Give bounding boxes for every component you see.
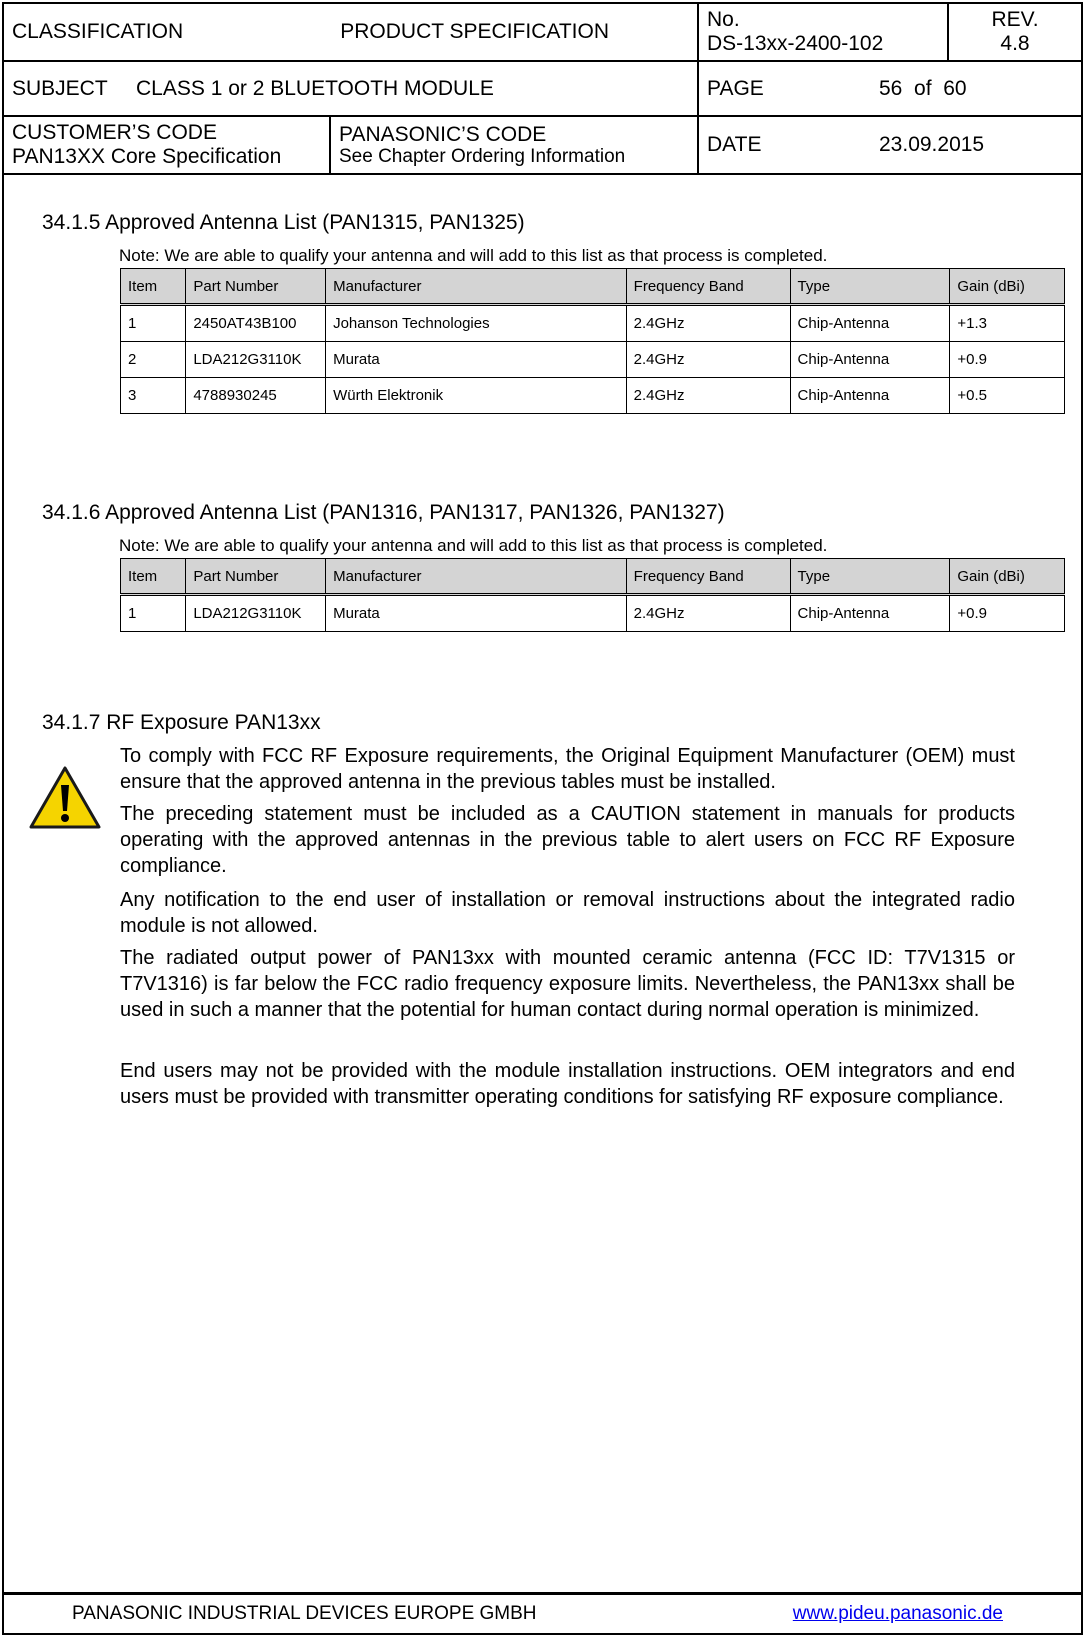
revision-value: 4.8 xyxy=(1000,32,1030,55)
panasonic-code-cell xyxy=(330,116,698,174)
table-cell: 2.4GHz xyxy=(626,378,790,414)
table-cell: 2.4GHz xyxy=(626,305,790,342)
column-header: Gain (dBi) xyxy=(950,269,1065,305)
revision-cell xyxy=(948,4,1081,61)
table-cell: LDA212G3110K xyxy=(186,595,326,632)
table-cell: 1 xyxy=(121,305,186,342)
date-value: 23.09.2015 xyxy=(879,133,985,157)
column-header: Gain (dBi) xyxy=(950,559,1065,595)
subject-label: SUBJECT xyxy=(12,76,108,100)
table-cell: 2 xyxy=(121,342,186,378)
warning-icon xyxy=(28,765,102,831)
column-header: Manufacturer xyxy=(326,559,627,595)
column-header: Manufacturer xyxy=(326,269,627,305)
page-value: 56 of 60 xyxy=(879,76,967,100)
table-cell: 1 xyxy=(121,595,186,632)
subject-value: CLASS 1 or 2 BLUETOOTH MODULE xyxy=(136,76,494,100)
table-cell: +1.3 xyxy=(950,305,1065,342)
table-row xyxy=(121,378,1065,414)
date-label: DATE xyxy=(707,133,762,157)
doc-number-cell xyxy=(698,4,948,61)
antenna-table-pan1316 xyxy=(120,558,1065,632)
revision-label: REV. xyxy=(991,8,1039,32)
table-cell: Chip-Antenna xyxy=(790,342,950,378)
section-title: Approved Antenna List (PAN1316, PAN1317, PAN1326, PAN1327) xyxy=(105,501,725,524)
doc-number-label: No. xyxy=(707,8,740,32)
subject-cell xyxy=(4,61,698,116)
doc-number-value: DS-13xx-2400-102 xyxy=(707,32,884,55)
rf-paragraph: End users may not be provided with the module installation instructions. OEM integrators and end users must be provided with transmitter operating conditions for satisfying RF exposure compliance. xyxy=(120,1060,1015,1108)
column-header: Type xyxy=(790,559,950,595)
page-cell xyxy=(698,61,1081,116)
table-row xyxy=(121,305,1065,342)
table-cell: Würth Elektronik xyxy=(326,378,627,414)
column-header: Type xyxy=(790,269,950,305)
table-header-row xyxy=(121,269,1065,305)
document-header xyxy=(4,4,1081,175)
table-cell: +0.5 xyxy=(950,378,1065,414)
footer-website-link[interactable]: www.pideu.panasonic.de xyxy=(792,1603,1003,1624)
section-title: RF Exposure PAN13xx xyxy=(106,711,321,734)
table-cell: 4788930245 xyxy=(186,378,326,414)
section-heading xyxy=(42,711,321,735)
section-note: Note: We are able to qualify your antenna and will add to this list as that process is completed. xyxy=(119,536,828,555)
classification-cell xyxy=(4,4,698,61)
antenna-table-pan1315 xyxy=(120,268,1065,414)
table-cell: Murata xyxy=(326,342,627,378)
column-header: Part Number xyxy=(186,269,326,305)
table-cell: 2.4GHz xyxy=(626,595,790,632)
table-cell: Johanson Technologies xyxy=(326,305,627,342)
table-cell: LDA212G3110K xyxy=(186,342,326,378)
rf-paragraph: To comply with FCC RF Exposure requirements, the Original Equipment Manufacturer (OEM) must ensure that the approved antenna in the previous tables must be installed. xyxy=(120,745,1015,793)
panasonic-code-label: PANASONIC’S CODE xyxy=(339,122,547,146)
table-header-row xyxy=(121,559,1065,595)
rf-paragraph: The radiated output power of PAN13xx with mounted ceramic antenna (FCC ID: T7V1315 or T7V1316) is far below the FCC radio frequency exposure limits. Nevertheless, the PAN13xx shall be used in such a manner that the potential for human contact during normal operation is minimized. xyxy=(120,947,1015,1021)
column-header: Frequency Band xyxy=(626,269,790,305)
section-note: Note: We are able to qualify your antenna and will add to this list as that process is completed. xyxy=(119,246,828,265)
section-heading xyxy=(42,501,725,525)
table-cell: 2450AT43B100 xyxy=(186,305,326,342)
column-header: Item xyxy=(121,269,186,305)
customer-code-value: PAN13XX Core Specification xyxy=(12,145,282,168)
rf-paragraph: Any notification to the end user of installation or removal instructions about the integrated radio module is not allowed. xyxy=(120,889,1015,937)
table-row xyxy=(121,342,1065,378)
table-cell: 2.4GHz xyxy=(626,342,790,378)
table-row xyxy=(121,595,1065,632)
table-cell: Chip-Antenna xyxy=(790,595,950,632)
page-footer xyxy=(4,1592,1081,1633)
column-header: Item xyxy=(121,559,186,595)
footer-company: PANASONIC INDUSTRIAL DEVICES EUROPE GMBH xyxy=(72,1603,537,1624)
section-heading xyxy=(42,211,525,235)
column-header: Part Number xyxy=(186,559,326,595)
column-header: Frequency Band xyxy=(626,559,790,595)
table-cell: 3 xyxy=(121,378,186,414)
table-cell: Murata xyxy=(326,595,627,632)
panasonic-code-value: See Chapter Ordering Information xyxy=(339,146,626,168)
table-cell: +0.9 xyxy=(950,595,1065,632)
section-number: 34.1.6 xyxy=(42,501,101,524)
classification-label: CLASSIFICATION xyxy=(12,20,184,44)
classification-value: PRODUCT SPECIFICATION xyxy=(340,20,609,44)
section-title: Approved Antenna List (PAN1315, PAN1325) xyxy=(105,211,525,234)
date-cell xyxy=(698,116,1081,174)
table-cell: Chip-Antenna xyxy=(790,305,950,342)
table-cell: +0.9 xyxy=(950,342,1065,378)
rf-paragraph: The preceding statement must be included as a CAUTION statement in manuals for products operating with the approved antennas in the previous table to alert users on FCC RF Exposure compliance. xyxy=(120,803,1015,877)
customer-code-cell xyxy=(4,116,330,174)
page-frame xyxy=(2,2,1083,1635)
customer-code-label: CUSTOMER’S CODE xyxy=(12,121,217,145)
table-cell: Chip-Antenna xyxy=(790,378,950,414)
section-number: 34.1.5 xyxy=(42,211,101,234)
page-label: PAGE xyxy=(707,76,764,100)
section-number: 34.1.7 xyxy=(42,711,101,734)
